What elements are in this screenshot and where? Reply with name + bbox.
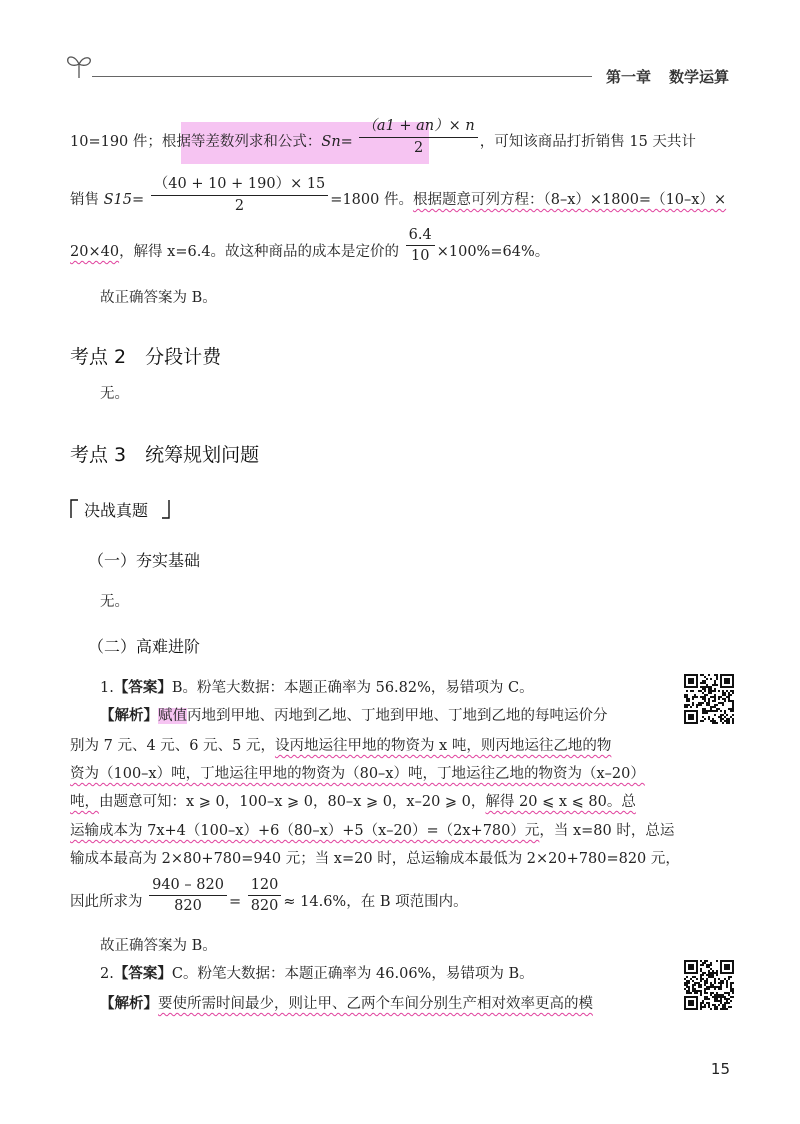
q1-analysis-line-5 [70,819,674,840]
fraction-numerator: 6.4 [406,227,435,246]
q1-analysis-line-6: 输成本最高为 2×80+780=940 元；当 x=20 时，总运输成本最低为 2×20+780=820 元， [70,851,680,867]
bracket-right [160,498,172,520]
section-heading-k3: 考点 3 统筹规划问题 [70,444,260,466]
underlined-text: 根据题意可列方程：（8–x）×1800=（10–x）× [412,192,727,208]
fraction-denominator: 820 [174,897,202,914]
qr-code-icon[interactable] [684,960,734,1010]
fraction-numerator: 120 [248,877,282,896]
analysis-tag: 【解析】 [100,996,158,1012]
subsection-basic: （一）夯实基础 [88,551,201,570]
header-rule [92,76,592,77]
highlighted-text: 等差数列求和公式： [190,134,322,150]
answer-text: B。粉笔大数据：本题正确率为 56.82%，易错项为 C。 [171,680,534,696]
q1-fraction-1 [149,877,227,914]
q1-analysis-line-4 [70,790,636,811]
question-number: 2. [100,966,114,982]
sprout-icon [64,50,94,80]
percent-fraction [406,227,435,264]
answer-tag: 【答案】 [113,680,172,696]
text-span: 丙地到甲地、丙地到乙地、丁地到甲地、丁地到乙地的每吨运价分 [187,708,608,724]
text-span: 由题意可知：x ⩾ 0，100–x ⩾ 0，80–x ⩾ 0，x–20 ⩾ 0， [99,794,486,810]
text-span: ，当 x=80 时，总运 [539,823,675,839]
fraction-denominator: 2 [413,140,424,156]
chapter-heading [606,66,729,87]
analysis-tag: 【解析】 [100,708,158,724]
underlined-text: 要使所需时间最少，则让甲、乙两个车间分别生产相对效率更高的模 [158,996,593,1012]
text-span: 因此所求为 [70,894,143,910]
text-span: 10=190 件；根据 [70,134,191,150]
text-span: ≈ 14.6%，在 B 项范围内。 [283,894,468,910]
q2-analysis-line-1 [100,992,593,1013]
underlined-text: 吨， [70,794,99,810]
page-number: 15 [710,1060,730,1078]
underlined-text: 设丙地运往甲地的物资为 x 吨，则丙地运往乙地的物 [274,738,612,754]
q1-fraction-2 [248,877,282,914]
bracket-left [68,498,80,520]
text-span: 销售 [70,192,99,208]
fraction-numerator: 940 – 820 [149,877,227,896]
underlined-text: 解得 20 ⩽ x ⩽ 80。总 [485,794,636,810]
fraction-denominator: 10 [410,247,430,264]
highlighted-text: 赋值 [158,708,187,724]
equals-sign: = [228,894,242,910]
chapter-title: 数学运算 [669,68,730,86]
answer-text: C。粉笔大数据：本题正确率为 46.06%，易错项为 B。 [171,966,534,982]
sn-fraction [359,114,477,156]
k2-body: 无。 [100,386,129,402]
s15-label: S15= [103,192,145,208]
text-span: ，可知该商品打折销售 15 天共计 [479,134,696,150]
zhenti-label: 决战真题 [84,501,149,520]
fraction-numerator: （40 + 10 + 190）× 15 [151,172,329,196]
q1-analysis-line-3: 资为（100–x）吨，丁地运往甲地的物资为（80–x）吨，丁地运往乙地的物资为（x–20） [70,766,645,782]
q1-answer [100,676,534,697]
answer-tag: 【答案】 [113,966,172,982]
text-span: =1800 件。 [330,192,413,208]
fraction-denominator: 820 [250,897,279,914]
text-line-3 [70,226,550,264]
q1-conclusion: 故正确答案为 B。 [100,938,217,954]
chapter-number: 第一章 [606,68,652,86]
fraction-denominator: 2 [234,198,245,214]
question-number: 1. [100,680,114,696]
q1-analysis-line-7 [70,876,468,914]
underlined-text: 运输成本为 7x+4（100–x）+6（80–x）+5（x–20）=（2x+780）元 [70,823,540,839]
section-heading-k2: 考点 2 分段计费 [70,346,222,368]
conclusion-line: 故正确答案为 B。 [100,290,217,306]
q1-analysis-line-1 [100,704,608,725]
q1-analysis-line-2 [70,734,611,755]
subsection-advanced: （二）高难进阶 [88,637,201,656]
s15-fraction [151,172,329,214]
underlined-text: 20×40 [70,244,120,260]
text-span: ，解得 x=6.4。故这种商品的成本是定价的 [119,244,400,260]
sn-label: Sn= [321,134,353,150]
text-span: 别为 7 元、4 元、6 元、5 元， [70,738,275,754]
text-span: ×100%=64%。 [436,244,550,260]
q2-answer [100,962,534,983]
fraction-numerator: （a1 + an）× n [359,114,477,138]
basic-body: 无。 [100,594,129,610]
qr-code-icon[interactable] [684,674,734,724]
